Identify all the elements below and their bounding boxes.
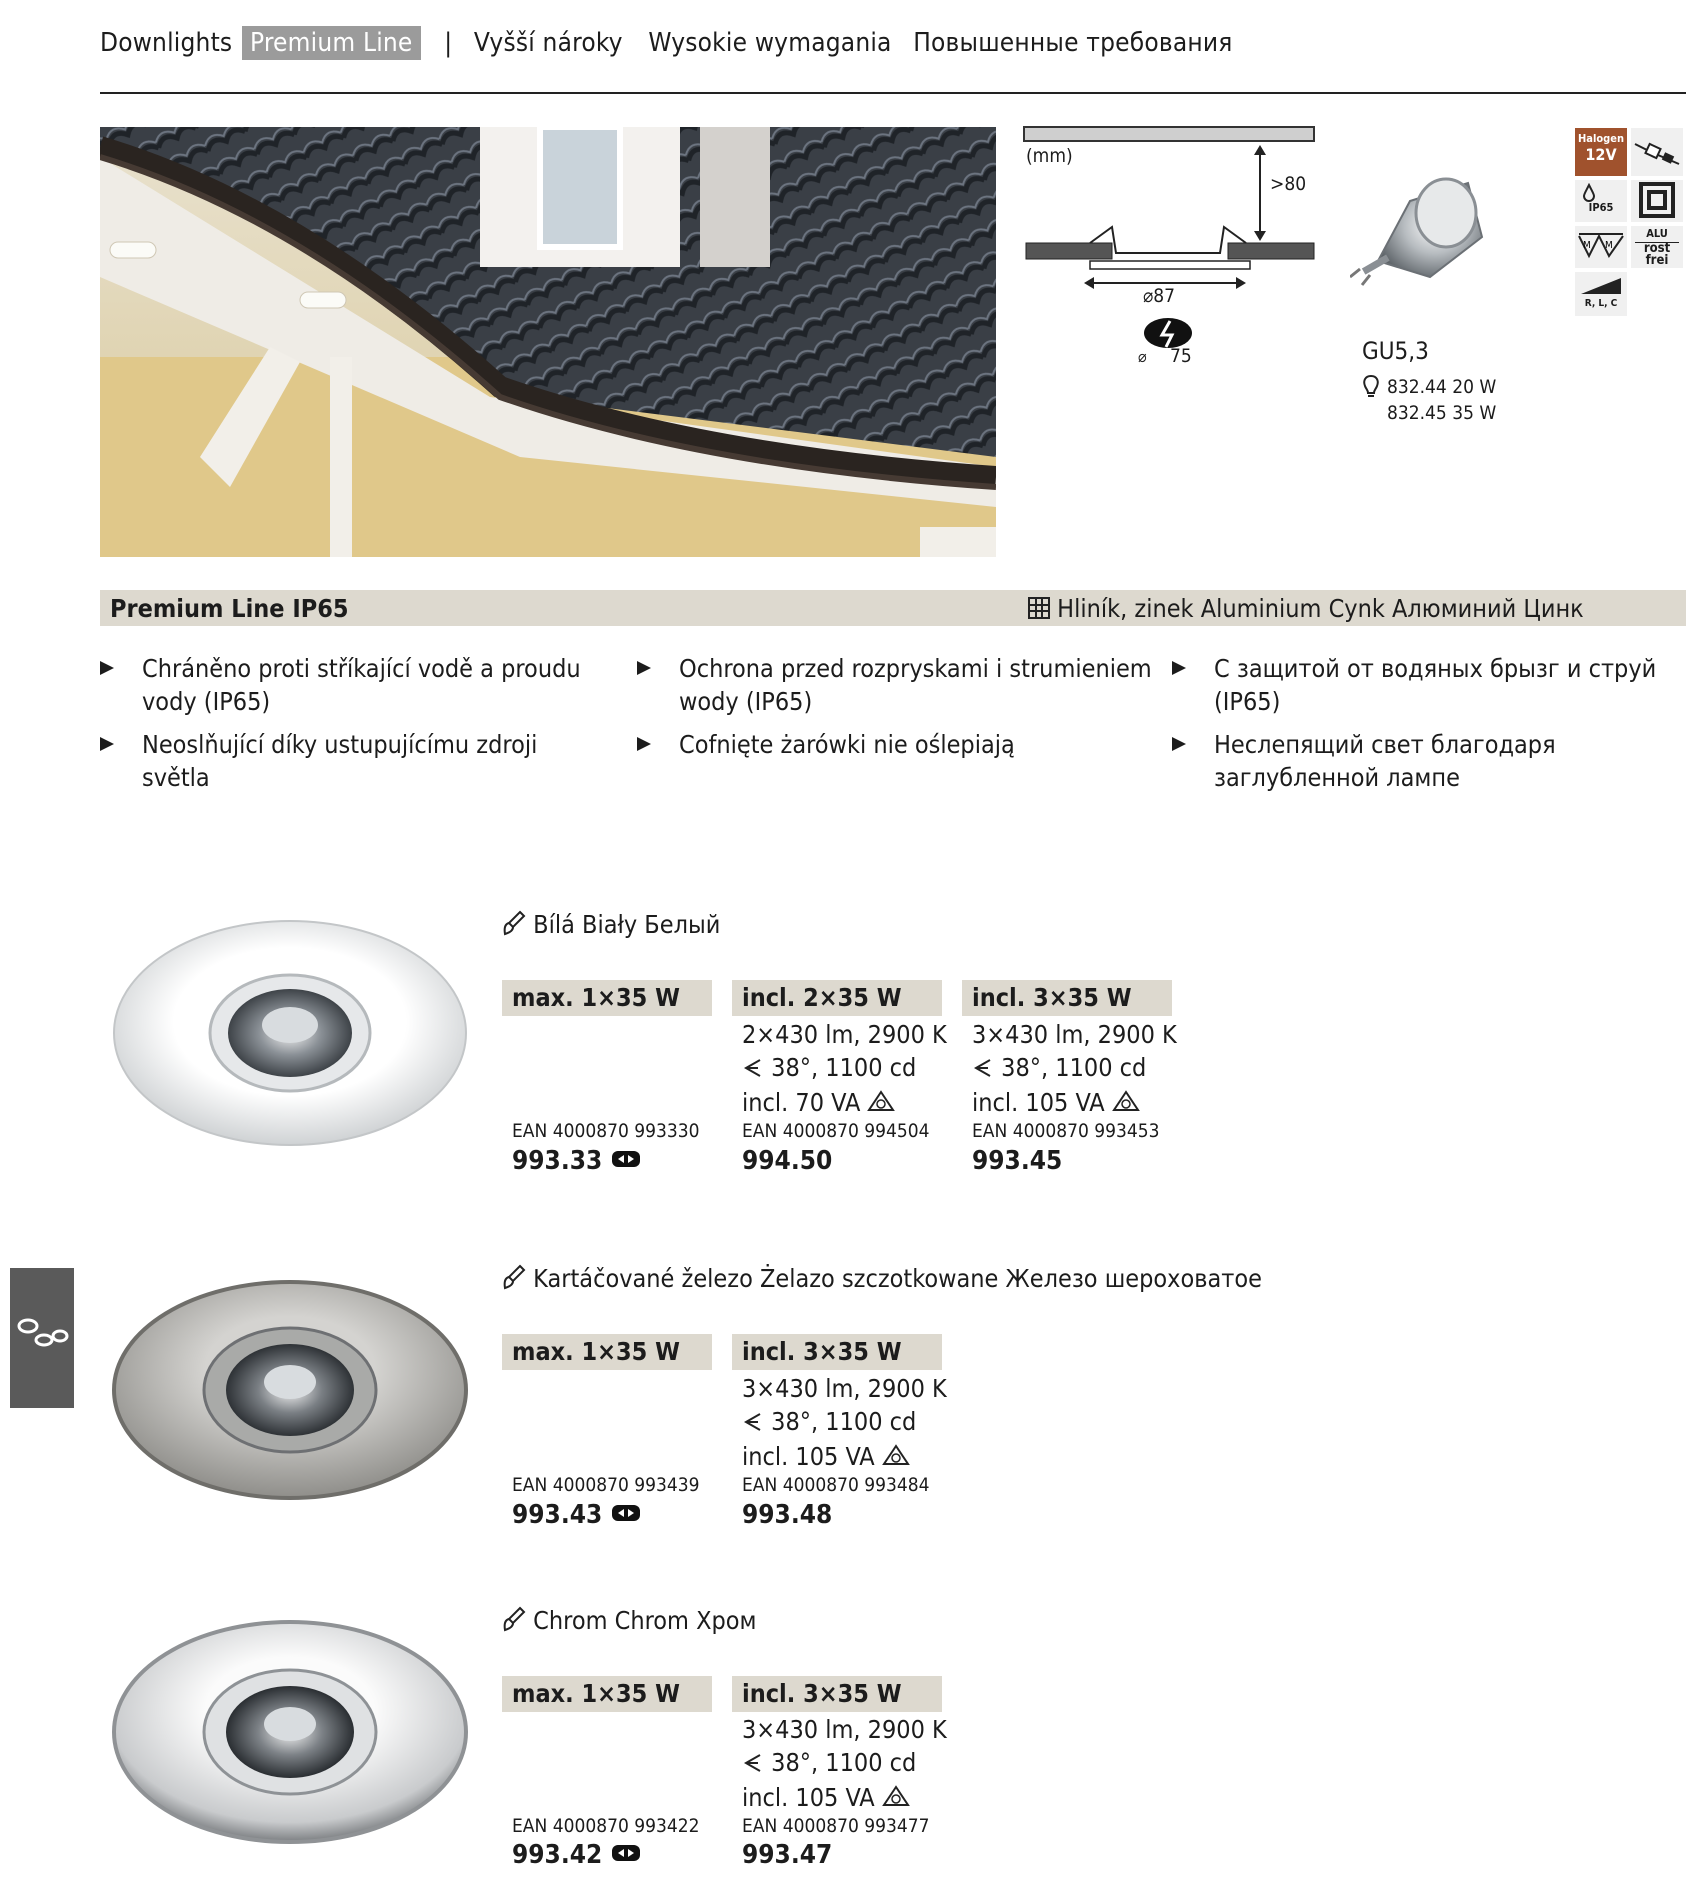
- bullet-icon: [1172, 737, 1186, 751]
- transformer-icon: [1112, 1087, 1140, 1120]
- installation-diagram: [1020, 125, 1320, 375]
- feature-item: С защитой от водяных брызг и струй (IP65): [1172, 652, 1672, 722]
- ean-code: EAN 4000870 993484: [742, 1474, 930, 1496]
- variant-head: incl. 3×35 W: [732, 1334, 942, 1370]
- header-pl: Wysokie wymagania: [648, 28, 892, 58]
- variant-spec: 3×430 lm, 2900 K 38°, 1100 cd incl. 105 VA: [972, 1018, 1177, 1120]
- variant-head: incl. 2×35 W: [732, 980, 942, 1016]
- article-number: 993.47: [742, 1840, 833, 1870]
- product-image-chrome: [110, 1610, 470, 1850]
- variant-head: max. 1×35 W: [502, 1676, 712, 1712]
- diagram-cutout: 75: [1170, 345, 1192, 367]
- page-header: [100, 26, 1233, 60]
- section-title: Premium Line IP65: [110, 594, 349, 623]
- header-ru: Повышенные требования: [913, 28, 1233, 58]
- variant-head: incl. 3×35 W: [962, 980, 1172, 1016]
- beam-angle-icon: [972, 1053, 994, 1086]
- variant-head: max. 1×35 W: [502, 1334, 712, 1370]
- connector-icon: [610, 1841, 642, 1871]
- product-image-brushed-iron: [110, 1268, 470, 1508]
- material-grid-icon: [1028, 596, 1050, 625]
- header-rule: [100, 92, 1686, 94]
- transformer-icon: [882, 1441, 910, 1474]
- class-ii-insulation-icon: [1631, 180, 1683, 222]
- article-number: 993.48: [742, 1500, 833, 1530]
- article-number: 993.43: [512, 1500, 642, 1531]
- ean-code: EAN 4000870 993422: [512, 1815, 700, 1837]
- transformer-icon: [867, 1087, 895, 1120]
- house-eaves-photo: [100, 127, 996, 557]
- alu-rostfrei-badge: ALU rost frei: [1631, 226, 1683, 268]
- product-color-brushed-iron: Kartáčované železo Żelazo szczotkowane Железо шероховатое: [502, 1264, 1262, 1296]
- variant-head: incl. 3×35 W: [732, 1676, 942, 1712]
- svg-text:M: M: [1583, 240, 1591, 251]
- ean-code: EAN 4000870 994504: [742, 1120, 930, 1142]
- section-bar: [100, 590, 1686, 626]
- product-image-white: [110, 915, 470, 1155]
- section-material: Hliník, zinek Aluminium Cynk Алюминий Цинк: [1028, 594, 1584, 625]
- ean-code: EAN 4000870 993477: [742, 1815, 930, 1837]
- brush-icon: [502, 910, 526, 942]
- lamp-list: [1387, 374, 1496, 426]
- lamp-item: 832.45 35 W: [1387, 402, 1497, 424]
- article-number: 993.45: [972, 1146, 1063, 1176]
- svg-text:M: M: [1605, 240, 1613, 251]
- plug-cable-icon: [1631, 128, 1683, 176]
- variant-head: max. 1×35 W: [502, 980, 712, 1016]
- connector-icon: [610, 1147, 642, 1177]
- bullet-icon: [100, 737, 114, 751]
- header-category: Downlights: [100, 28, 233, 58]
- product-color-chrome: Chrom Chrom Хром: [502, 1606, 757, 1638]
- dimmable-badge: R, L, C: [1575, 272, 1627, 316]
- variant-spec: 3×430 lm, 2900 K 38°, 1100 cd incl. 105 VA: [742, 1372, 947, 1474]
- ean-code: EAN 4000870 993439: [512, 1474, 700, 1496]
- lamp-socket: GU5,3: [1362, 337, 1429, 365]
- lamp-item: 832.44 20 W: [1387, 376, 1497, 398]
- header-line-badge: Premium Line: [242, 26, 421, 60]
- header-separator: |: [444, 28, 453, 58]
- halogen-12v-badge: Halogen 12V: [1575, 128, 1627, 176]
- ean-code: EAN 4000870 993330: [512, 1120, 700, 1142]
- brush-icon: [502, 1606, 526, 1638]
- article-number: 993.42: [512, 1840, 642, 1871]
- diagram-depth: >80: [1270, 173, 1307, 195]
- bullet-icon: [637, 737, 651, 751]
- beam-angle-icon: [742, 1748, 764, 1781]
- ip65-badge: IP65: [1575, 180, 1627, 222]
- header-cz: Vyšší nároky: [473, 28, 623, 58]
- feature-item: Неслепящий свет благодаря заглубленной лампе: [1172, 728, 1672, 798]
- category-side-tab: [10, 1268, 74, 1408]
- gu53-lamp-image: [1350, 165, 1490, 290]
- feature-item: Ochrona przed rozpryskami i strumieniem wody (IP65): [637, 652, 1157, 722]
- brush-icon: [502, 1264, 526, 1296]
- article-number: 993.33: [512, 1146, 642, 1177]
- variant-spec: 3×430 lm, 2900 K 38°, 1100 cd incl. 105 VA: [742, 1713, 947, 1815]
- diagram-cutout-prefix: ⌀: [1138, 347, 1147, 366]
- diagram-unit: (mm): [1026, 145, 1073, 167]
- bullet-icon: [1172, 661, 1186, 675]
- feature-item: Cofnięte żarówki nie oślepiają: [637, 728, 1157, 768]
- ean-code: EAN 4000870 993453: [972, 1120, 1160, 1142]
- beam-angle-icon: [742, 1407, 764, 1440]
- bullet-icon: [100, 661, 114, 675]
- transformer-icon: [882, 1782, 910, 1815]
- mounting-surface-icon: [1575, 226, 1627, 268]
- connector-icon: [610, 1501, 642, 1531]
- product-color-white: Bílá Biały Белый: [502, 910, 720, 942]
- diagram-outer-diameter: ⌀87: [1143, 285, 1176, 307]
- article-number: 994.50: [742, 1146, 833, 1176]
- feature-item: Neoslňující díky ustupujícímu zdroji světla: [100, 728, 600, 798]
- beam-angle-icon: [742, 1053, 764, 1086]
- bullet-icon: [637, 661, 651, 675]
- bulb-icon: [1362, 374, 1380, 404]
- feature-item: Chráněno proti stříkající vodě a proudu vody (IP65): [100, 652, 600, 722]
- variant-spec: 2×430 lm, 2900 K 38°, 1100 cd incl. 70 VA: [742, 1018, 947, 1120]
